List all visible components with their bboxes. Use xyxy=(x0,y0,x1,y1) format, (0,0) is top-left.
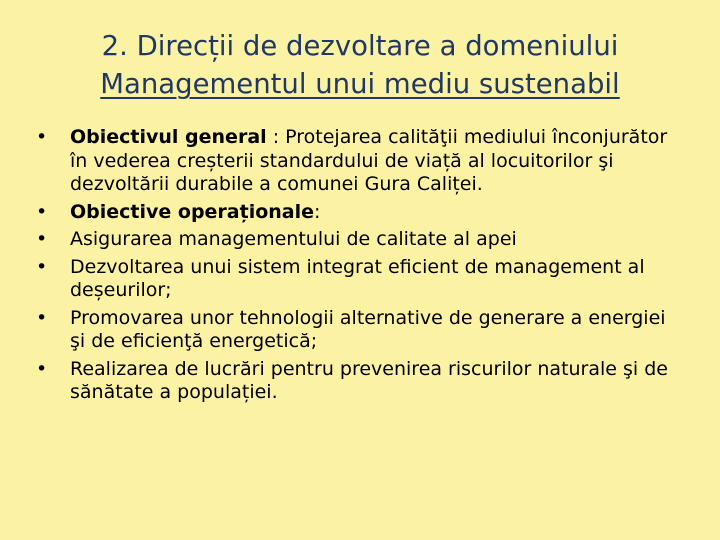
water-quality-text: Asigurarea managementului de calitate al apei xyxy=(70,228,517,250)
energy-efficiency-text: Promovarea unor tehnologii alternative de generare a energiei şi de eficienţă energetică; xyxy=(70,306,666,352)
bullet-dot-icon: • xyxy=(36,228,48,250)
bullet-item-water-quality xyxy=(36,228,686,252)
bullet-dot-icon: • xyxy=(36,306,48,329)
slide-title xyxy=(20,27,700,103)
bullet-item-waste-management xyxy=(36,256,686,303)
operational-objectives-colon: : xyxy=(314,200,321,223)
general-objective-text: : Protejarea calităţii mediului înconjurător în vederea creșterii standardului de viață al locuitorilor şi dezvoltării durabile a comunei Gura Caliței. xyxy=(70,126,668,195)
bullet-list xyxy=(36,126,686,408)
bullet-dot-icon: • xyxy=(36,357,48,380)
bullet-dot-icon: • xyxy=(36,200,48,223)
bullet-item-general-objective xyxy=(36,126,686,197)
bullet-item-risk-prevention xyxy=(36,358,686,405)
waste-management-text: Dezvoltarea unui sistem integrat eficient de management al deșeurilor; xyxy=(70,255,645,301)
title-line-1: 2. Direcții de dezvoltare a domeniului xyxy=(101,30,619,62)
bullet-item-energy-efficiency xyxy=(36,307,686,354)
bullet-dot-icon: • xyxy=(36,255,48,278)
title-line-2: Managementul unui mediu sustenabil xyxy=(100,68,620,100)
general-objective-label: Obiectivul general xyxy=(70,126,267,148)
risk-prevention-text: Realizarea de lucrări pentru prevenirea riscurilor naturale şi de sănătate a populației. xyxy=(70,357,668,403)
bullet-dot-icon: • xyxy=(36,126,48,148)
bullet-item-operational-objectives xyxy=(36,201,686,225)
operational-objectives-label: Obiective operaționale xyxy=(70,200,315,223)
